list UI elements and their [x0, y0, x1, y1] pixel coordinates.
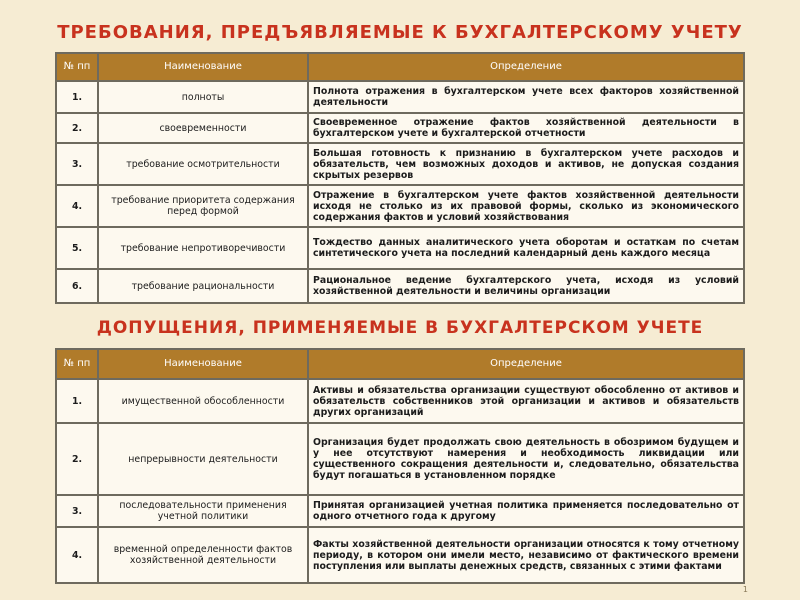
page-number: 1 — [742, 585, 748, 594]
row-name: имущественной обособленности — [98, 379, 308, 423]
row-definition: Принятая организацией учетная политика применяется последовательно от одного отчетного года к другому — [308, 495, 744, 527]
row-definition: Рациональное ведение бухгалтерского учета, исходя из условий хозяйственной деятельности и величины организации — [308, 269, 744, 303]
table-header-row — [56, 349, 744, 379]
row-definition: Своевременное отражение фактов хозяйственной деятельности в бухгалтерском учете и бухгалтерской отчетности — [308, 113, 744, 143]
row-definition: Полнота отражения в бухгалтерском учете всех факторов хозяйственной деятельности — [308, 81, 744, 113]
row-name: требование приоритета содержания перед формой — [98, 185, 308, 227]
row-num: 1. — [56, 81, 98, 113]
table-row — [56, 81, 744, 113]
table-row — [56, 527, 744, 583]
row-name: полноты — [98, 81, 308, 113]
row-num: 2. — [56, 423, 98, 495]
row-num: 4. — [56, 527, 98, 583]
row-num: 4. — [56, 185, 98, 227]
row-name: требование рациональности — [98, 269, 308, 303]
table-row — [56, 227, 744, 269]
row-num: 3. — [56, 143, 98, 185]
row-num: 1. — [56, 379, 98, 423]
row-num: 2. — [56, 113, 98, 143]
assumptions-table — [55, 348, 745, 584]
header-num: № пп — [56, 349, 98, 379]
row-name: временной определенности фактов хозяйственной деятельности — [98, 527, 308, 583]
row-definition: Факты хозяйственной деятельности организации относятся к тому отчетному периоду, в котором они имели место, независимо от фактического времени поступления или выплаты денежных средств, связанных с этими фактами — [308, 527, 744, 583]
table-row — [56, 143, 744, 185]
row-num: 6. — [56, 269, 98, 303]
requirements-title: ТРЕБОВАНИЯ, ПРЕДЪЯВЛЯЕМЫЕ К БУХГАЛТЕРСКОМУ УЧЕТУ — [57, 22, 743, 43]
table-row — [56, 185, 744, 227]
header-name: Наименование — [98, 349, 308, 379]
table-row — [56, 113, 744, 143]
header-num: № пп — [56, 53, 98, 81]
row-name: последовательности применения учетной политики — [98, 495, 308, 527]
table-header-row — [56, 53, 744, 81]
table-row — [56, 495, 744, 527]
header-name: Наименование — [98, 53, 308, 81]
row-name: требование непротиворечивости — [98, 227, 308, 269]
assumptions-title: ДОПУЩЕНИЯ, ПРИМЕНЯЕМЫЕ В БУХГАЛТЕРСКОМ УЧЕТЕ — [96, 318, 704, 338]
row-num: 5. — [56, 227, 98, 269]
table-row — [56, 379, 744, 423]
header-definition: Определение — [308, 349, 744, 379]
row-name: требование осмотрительности — [98, 143, 308, 185]
row-name: непрерывности деятельности — [98, 423, 308, 495]
header-definition: Определение — [308, 53, 744, 81]
row-name: своевременности — [98, 113, 308, 143]
row-definition: Отражение в бухгалтерском учете фактов хозяйственной деятельности исходя не столько из их правовой формы, сколько из экономического содержания фактов и условий хозяйствования — [308, 185, 744, 227]
row-num: 3. — [56, 495, 98, 527]
row-definition: Активы и обязательства организации существуют обособленно от активов и обязательств собственников этой организации и активов и обязательств других организаций — [308, 379, 744, 423]
table-row — [56, 423, 744, 495]
table-row — [56, 269, 744, 303]
requirements-table — [55, 52, 745, 304]
row-definition: Организация будет продолжать свою деятельность в обозримом будущем и у нее отсутствуют намерения и необходимость ликвидации или существенного сокращения деятельности и, следовательно, обязательства будут погашаться в установленном порядке — [308, 423, 744, 495]
row-definition: Большая готовность к признанию в бухгалтерском учете расходов и обязательств, чем возможных доходов и активов, не допуская создания скрытых резервов — [308, 143, 744, 185]
row-definition: Тождество данных аналитического учета оборотам и остаткам по счетам синтетического учета на последний календарный день каждого месяца — [308, 227, 744, 269]
